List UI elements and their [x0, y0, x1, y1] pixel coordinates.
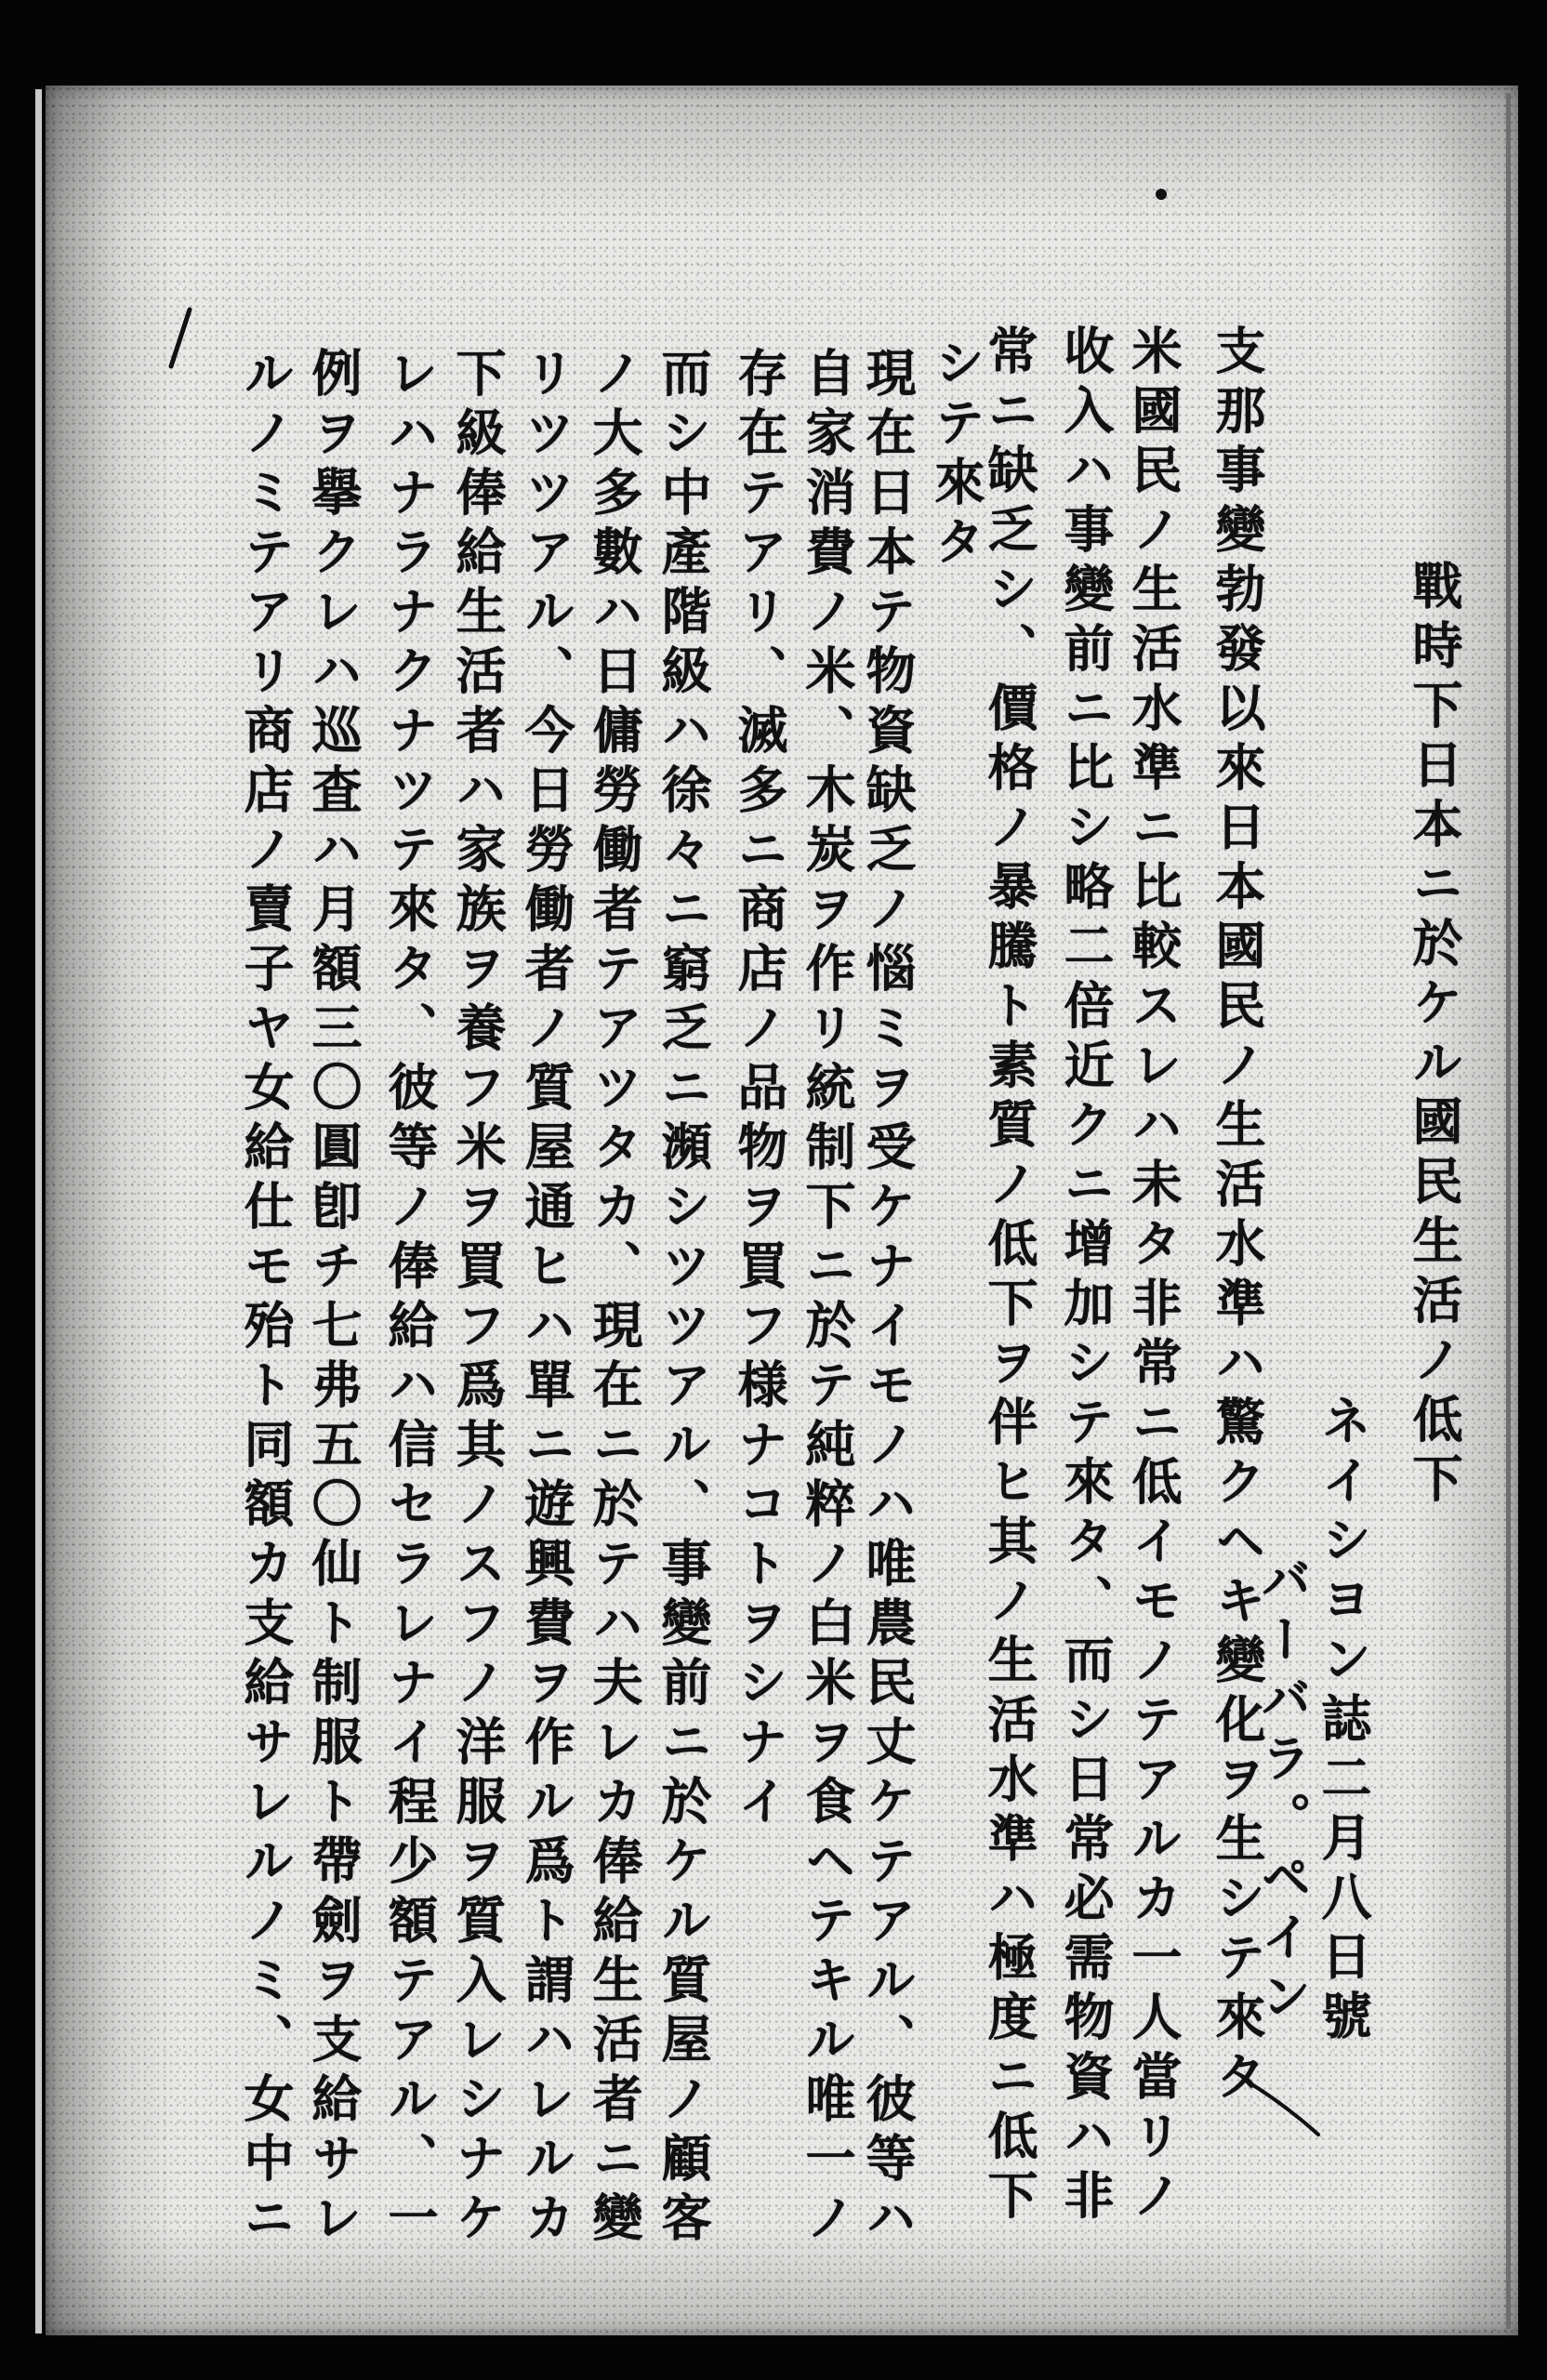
body-line-1: 支那事變勃發以來日本國民ノ生活水準ハ驚クヘキ變化ヲ生シテ來タ — [1208, 324, 1267, 2109]
page-right-edge — [1506, 93, 1511, 2329]
body-line-7: 自家消費ノ米、木炭ヲ作リ統制下ニ於テ純粹ノ白米ヲ食ヘテキル唯一ノ — [798, 347, 857, 2251]
body-line-4: 常ニ缺乏シ、價格ノ暴騰ト素質ノ低下ヲ伴ヒ其ノ生活水準ハ極度ニ低下 — [980, 324, 1039, 2228]
body-line-13: レハナラナクナツテ來タ、彼等ノ俸給ハ信セラレナイ程少額テアル、一 — [380, 347, 440, 2251]
body-line-15: ルノミテアリ商店ノ賣子ヤ女給仕モ殆ト同額カ支給サレルノミ、女中ニ — [236, 347, 296, 2251]
source-line: ネイシヨン誌二月八日號 — [1314, 1395, 1373, 2049]
body-line-8: 存在テアリ、滅多ニ商店ノ品物ヲ買フ様ナコトヲシナイ — [730, 347, 789, 1834]
body-line-11: リツツアル、今日勞働者ノ質屋通ヒハ單ニ遊興費ヲ作ル爲ト謂ハレルカ — [517, 347, 576, 2251]
body-line-9: 而シ中產階級ハ徐々ニ窮乏ニ瀕シツツアル、事變前ニ於ケル質屋ノ顧客 — [654, 347, 713, 2251]
body-line-6: 現在日本テ物資缺乏ノ惱ミヲ受ケナイモノハ唯農民丈ケテアル、彼等ハ — [858, 347, 918, 2251]
body-line-14: 例ヲ擧クレハ巡査ハ月額三〇圓卽チ七弗五〇仙ト制服ト帶劍ヲ支給サレ — [304, 347, 364, 2251]
body-line-12: 下級俸給生活者ハ家族ヲ養フ米ヲ買フ爲其ノスフノ洋服ヲ質入レシナケ — [448, 347, 508, 2251]
body-line-3: 收入ハ事變前ニ比シ略二倍近クニ增加シテ來タ、而シ日常必需物資ハ非 — [1056, 324, 1116, 2228]
binding-edge — [35, 89, 42, 2334]
body-line-2: 米國民ノ生活水準ニ比較スレハ未タ非常ニ低イモノテアルカ一人當リノ — [1124, 324, 1183, 2228]
document-title: 戰時下日本ニ於ケル國民生活ノ低下 — [1405, 560, 1464, 1512]
author-line: バーバラ。ペイン — [1253, 1554, 1313, 2030]
body-line-5: シテ來タ — [927, 337, 986, 575]
body-line-10: ノ大多數ハ日傭勞働者テアツタカ、現在ニ於テハ夫レカ俸給生活者ニ變 — [585, 347, 644, 2251]
